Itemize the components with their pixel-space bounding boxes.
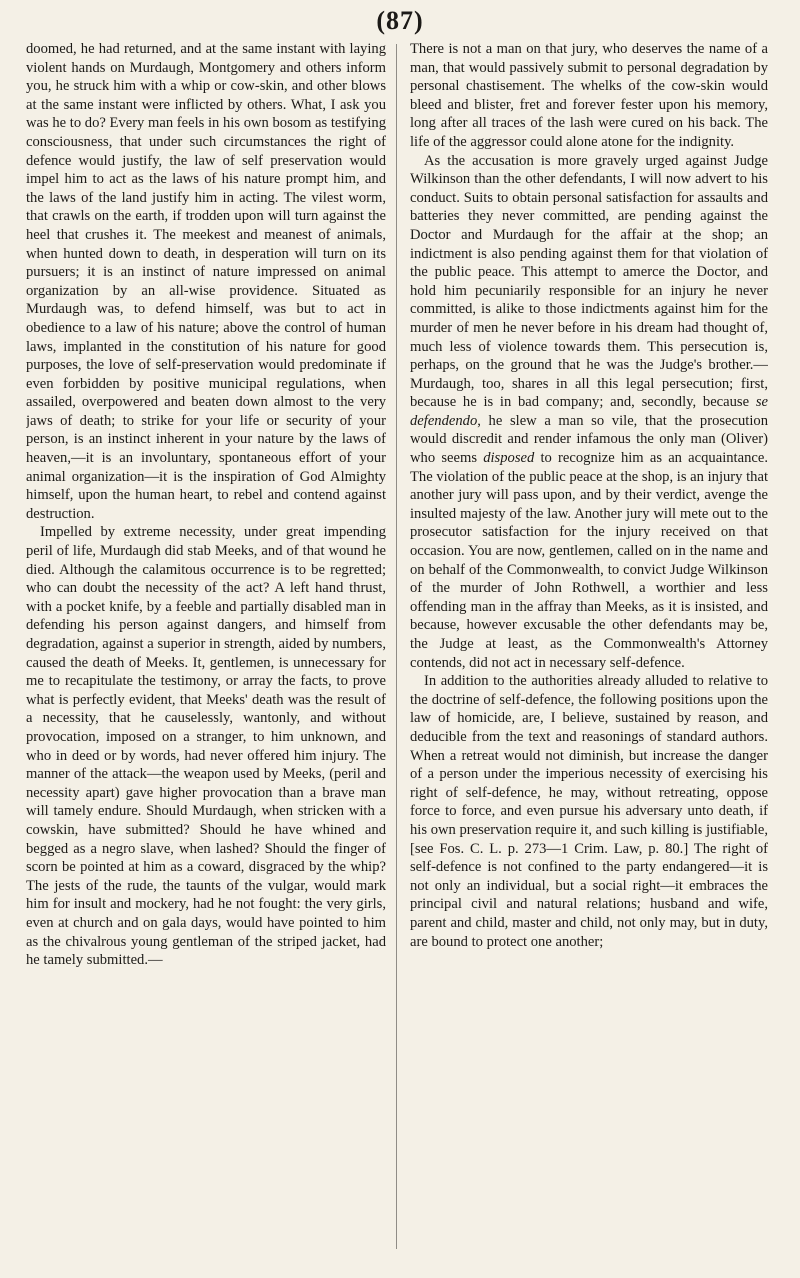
paragraph-text: to recognize him as an acquaintance. The violation of the public peace at the shop, is an injury that another jury will pass upon, and by their verdict, avenge the insulted majesty of the law. Another jury will mete out to the prosecutor satisfaction for the injury received on that occasion. You are now, gentlemen, called on in the name and on behalf of the Commonwealth, to convict Judge Wilkinson of the murder of John Rothwell, a worthier and less offending man in the affray than Meeks, as it is insisted, and because, however excusable the other defendants may be, the Judge at least, as the Commonwealth's Attorney contends, did not act in necessary self-defence.	[410, 450, 768, 671]
paragraph	[410, 152, 768, 673]
paragraph-text: , he slew a man so vile, that the prosecution would discredit and render infamous the only man (Oliver) who seems	[410, 412, 768, 467]
italic-phrase: se defendendo	[410, 394, 768, 429]
paragraph: Impelled by extreme necessity, under great impending peril of life, Murdaugh did stab Meeks, and of that wound he died. Although the calamitous occurrence is to be regretted; who can doubt the necessity of the act? A left hand thrust, with a pocket knife, by a feeble and partially disabled man in defending his person against dangers, and himself from degradation, against a superior in strength, aided by numbers, caused the death of Meeks. It, gentlemen, is unnecessary for me to recapitulate the testimony, or array the facts, to prove what is perfectly evident, that Meeks' death was the result of a necessity, that he causelessly, wantonly, and without provocation, imposed on a stranger, to him unknown, and who in deed or by words, had never offered him injury. The manner of the attack—the weapon used by Meeks, (peril and necessity apart) gave higher provocation than a brave man will tamely endure. Should Murdaugh, when stricken with a cowskin, have submitted? Should he have whined and begged as a negro slave, when lashed? Should the finger of scorn be pointed at him as a coward, disgraced by the whip? The jests of the rude, the taunts of the vulgar, would mark him for insult and mockery, had he not fought: the very girls, even at church and on gala days, would have pointed to him as the chivalrous young gentleman of the striped jacket, had he tamely submitted.—	[26, 524, 386, 969]
right-column	[410, 40, 768, 1270]
paragraph: In addition to the authorities already alluded to relative to the doctrine of self-defence, the following positions upon the law of homicide, are, I believe, sustained by reason, and deducible from the text and reasonings of standard authors. When a retreat would not diminish, but increase the danger of a person under the imperious necessity of exercising his right of self-defence, he may, without retreating, oppose force to force, and even pursue his adversary unto death, if his own preservation require it, and such killing is justifiable, [see Fos. C. L. p. 273—1 Crim. Law, p. 80.] The right of self-defence is not confined to the party endangered—it is not only an individual, but a social right—it embraces the principal civil and natural relations; husband and wife, parent and child, master and child, not only may, but in duty, are bound to protect one another;	[410, 673, 768, 950]
paragraph: doomed, he had returned, and at the same instant with laying violent hands on Murdaugh, Montgomery and others inform you, he struck him with a whip or cow-skin, and other blows at the same instant were inflicted by others. What, I ask you was he to do? Every man feels in his own bosom as testifying consciousness, that under such circumstances the right of defence would justify, the law of self preservation would impel him to act as the laws of his nature prompt him, and the laws of the land justify him in acting. The vilest worm, that crawls on the earth, if trodden upon will turn against the heel that crushes it. The meekest and meanest of animals, when hunted down to death, in desperation will turn on its pursuers; it is an instinct of nature impressed on animal organization by an all-wise providence. Situated as Murdaugh was, to defend himself, was but to act in obedience to a law of his nature; above the control of human laws, implanted in the constitution of his nature for good purposes, the love of self-preservation would predominate if even forbidden by positive municipal regulations, when assailed, overpowered and beaten down almost to the very jaws of death; to strike for your life or security of your person, is an instinct inherent in your nature by the laws of heaven,—it is an involuntary, spontaneous effort of your animal organization—it is the inspiration of God Almighty himself, upon the human heart, to rebel and contend against destruction.	[26, 41, 386, 522]
italic-phrase: disposed	[483, 450, 535, 467]
left-column	[26, 40, 386, 1270]
paragraph: There is not a man on that jury, who deserves the name of a man, that would passively submit to personal degradation by personal chastisement. The whelks of the cow-skin would bleed and blister, fret and forever fester upon his memory, long after all traces of the lash were cured on his back. The life of the aggressor could alone atone for the indignity.	[410, 41, 768, 150]
page-number: (87)	[376, 6, 424, 35]
paragraph-text: As the accusation is more gravely urged against Judge Wilkinson than the other defendants, I will now advert to his conduct. Suits to obtain personal satisfaction for assaults and batteries they never committed, are pending against the Doctor and Murdaugh for the affair at the shop; an indictment is also pending against them for that violation of the public peace. This attempt to amerce the Doctor, and hold him pecuniarily responsible for an injury he never committed, is alike to those indictments against him for the murder of men he never before in his dream had thought of, much less of violence towards them. This persecution is, perhaps, on the ground that he was the Judge's brother.— Murdaugh, too, shares in all this legal persecution; first, because he is in bad company; and, secondly, because	[410, 152, 768, 411]
column-divider	[396, 44, 397, 1249]
